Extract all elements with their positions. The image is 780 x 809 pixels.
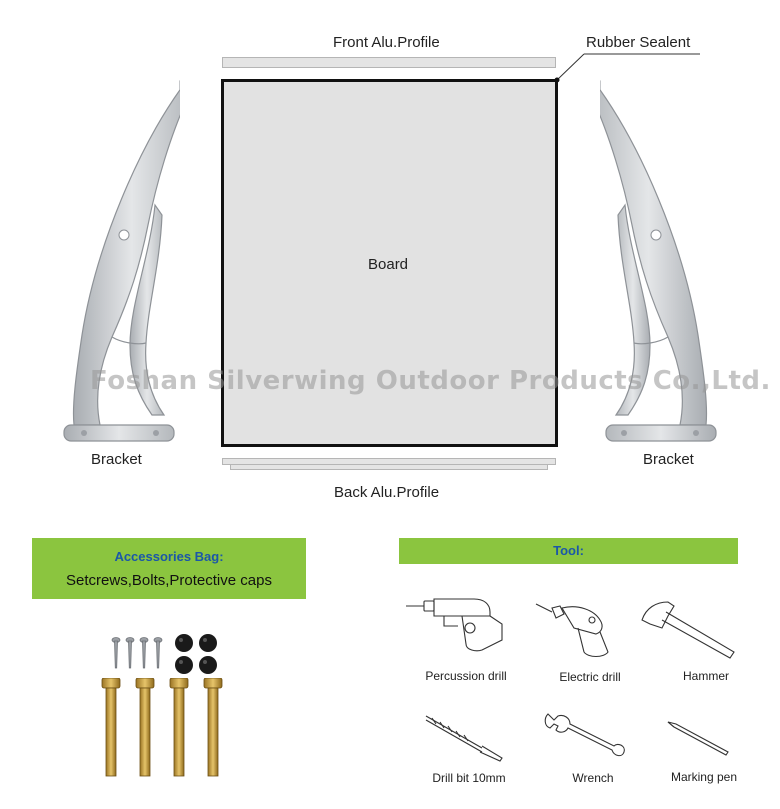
tool-label-percussion-drill: Percussion drill <box>425 669 507 683</box>
hammer-icon <box>638 598 738 660</box>
screws-icon <box>108 636 164 672</box>
tool-label-drill-bit: Drill bit 10mm <box>432 771 506 785</box>
tool-label-wrench: Wrench <box>572 771 614 785</box>
tool-label-electric-drill: Electric drill <box>559 670 621 684</box>
back-profile-label: Back Alu.Profile <box>334 484 440 501</box>
electric-drill-icon <box>534 598 614 662</box>
back-alu-profile-bottom <box>230 464 548 470</box>
percussion-drill-icon <box>404 594 508 660</box>
accessories-description: Setcrews,Bolts,Protective caps <box>66 572 272 589</box>
front-alu-profile <box>222 57 556 68</box>
expansion-bolts-icon <box>100 678 230 780</box>
wrench-icon <box>542 712 626 760</box>
bracket-right-label: Bracket <box>643 451 694 468</box>
accessories-title: Accessories Bag: <box>114 549 224 564</box>
drill-bit-icon <box>422 712 506 762</box>
tools-panel <box>399 538 738 564</box>
accessories-panel <box>32 538 306 599</box>
marking-pen-icon <box>666 718 730 756</box>
tool-label-hammer: Hammer <box>682 669 729 683</box>
bracket-left-label: Bracket <box>91 451 142 468</box>
protective-caps-icon <box>172 632 222 676</box>
tool-label-marking-pen: Marking pen <box>670 770 738 784</box>
front-profile-label: Front Alu.Profile <box>333 34 440 51</box>
company-watermark: Foshan Silverwing Outdoor Products Co.,Ltd. <box>90 366 771 396</box>
rubber-sealent-label: Rubber Sealent <box>586 34 691 51</box>
tools-title: Tool: <box>553 543 584 558</box>
board-label: Board <box>368 256 409 273</box>
